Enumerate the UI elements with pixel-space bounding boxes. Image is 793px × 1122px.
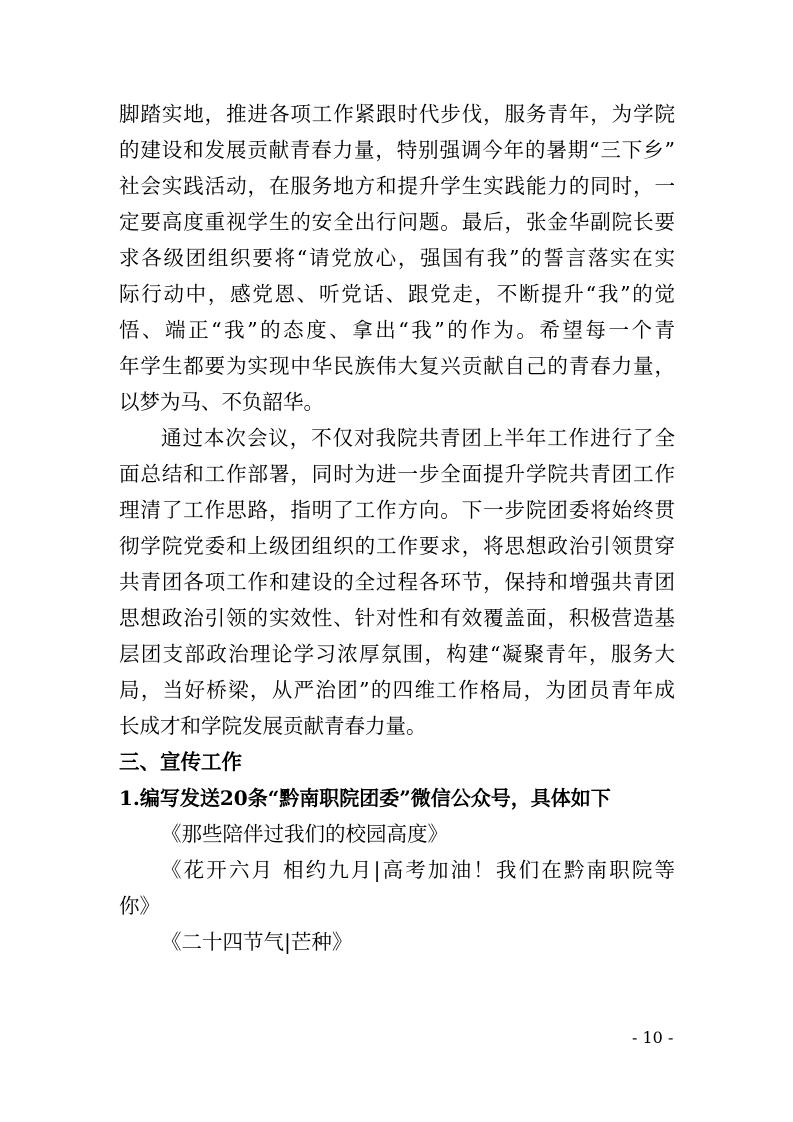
- paragraph-1: [119, 96, 675, 420]
- page-number: - 10 -: [632, 1028, 674, 1047]
- paragraph-line: 年学生都要为实现中华民族伟大复兴贡献自己的青春力量，: [119, 354, 675, 378]
- paragraph-2: [119, 420, 675, 744]
- paragraph-line: 思想政治引领的实效性、针对性和有效覆盖面，积极营造基: [119, 606, 675, 630]
- paragraph-line: 脚踏实地，推进各项工作紧跟时代步伐，服务青年，为学院: [119, 102, 675, 126]
- paragraph-line: 的建设和发展贡献青春力量，特别强调今年的暑期“三下乡”: [119, 138, 675, 162]
- paragraph-line: 以梦为马、不负韶华。: [119, 390, 324, 414]
- article-title-continuation: 你》: [119, 894, 160, 918]
- paragraph-line: 悟、端正“我”的态度、拿出“我”的作为。希望每一个青: [119, 318, 675, 342]
- section-heading: 三、宣传工作: [119, 750, 242, 774]
- paragraph-line: 社会实践活动，在服务地方和提升学生实践能力的同时，一: [119, 174, 675, 198]
- subheading: 1.编写发送20条“黔南职院团委”微信公众号，具体如下: [119, 786, 611, 810]
- paragraph-line: 际行动中，感党恩、听党话、跟党走，不断提升“我”的觉: [119, 282, 675, 306]
- paragraph-line: 彻学院党委和上级团组织的工作要求，将思想政治引领贯穿: [119, 534, 675, 558]
- paragraph-line: 局，当好桥梁，从严治团”的四维工作格局，为团员青年成: [119, 678, 675, 702]
- paragraph-line: 理清了工作思路，指明了工作方向。下一步院团委将始终贯: [119, 498, 675, 522]
- paragraph-line: 长成才和学院发展贡献青春力量。: [119, 714, 427, 738]
- article-title: 《二十四节气|芒种》: [161, 930, 353, 954]
- paragraph-line: 通过本次会议，不仅对我院共青团上半年工作进行了全: [161, 426, 675, 450]
- article-title: 《花开六月 相约九月|高考加油！我们在黔南职院等: [161, 858, 675, 882]
- paragraph-line: 面总结和工作部署，同时为进一步全面提升学院共青团工作: [119, 462, 675, 486]
- paragraph-line: 求各级团组织要将“请党放心，强国有我”的誓言落实在实: [119, 246, 675, 270]
- paragraph-line: 层团支部政治理论学习浓厚氛围，构建“凝聚青年，服务大: [119, 642, 675, 666]
- document-page: [119, 96, 675, 960]
- paragraph-line: 共青团各项工作和建设的全过程各环节，保持和增强共青团: [119, 570, 675, 594]
- article-title: 《那些陪伴过我们的校园高度》: [161, 822, 448, 846]
- article-list: [119, 816, 675, 960]
- paragraph-line: 定要高度重视学生的安全出行问题。最后，张金华副院长要: [119, 210, 675, 234]
